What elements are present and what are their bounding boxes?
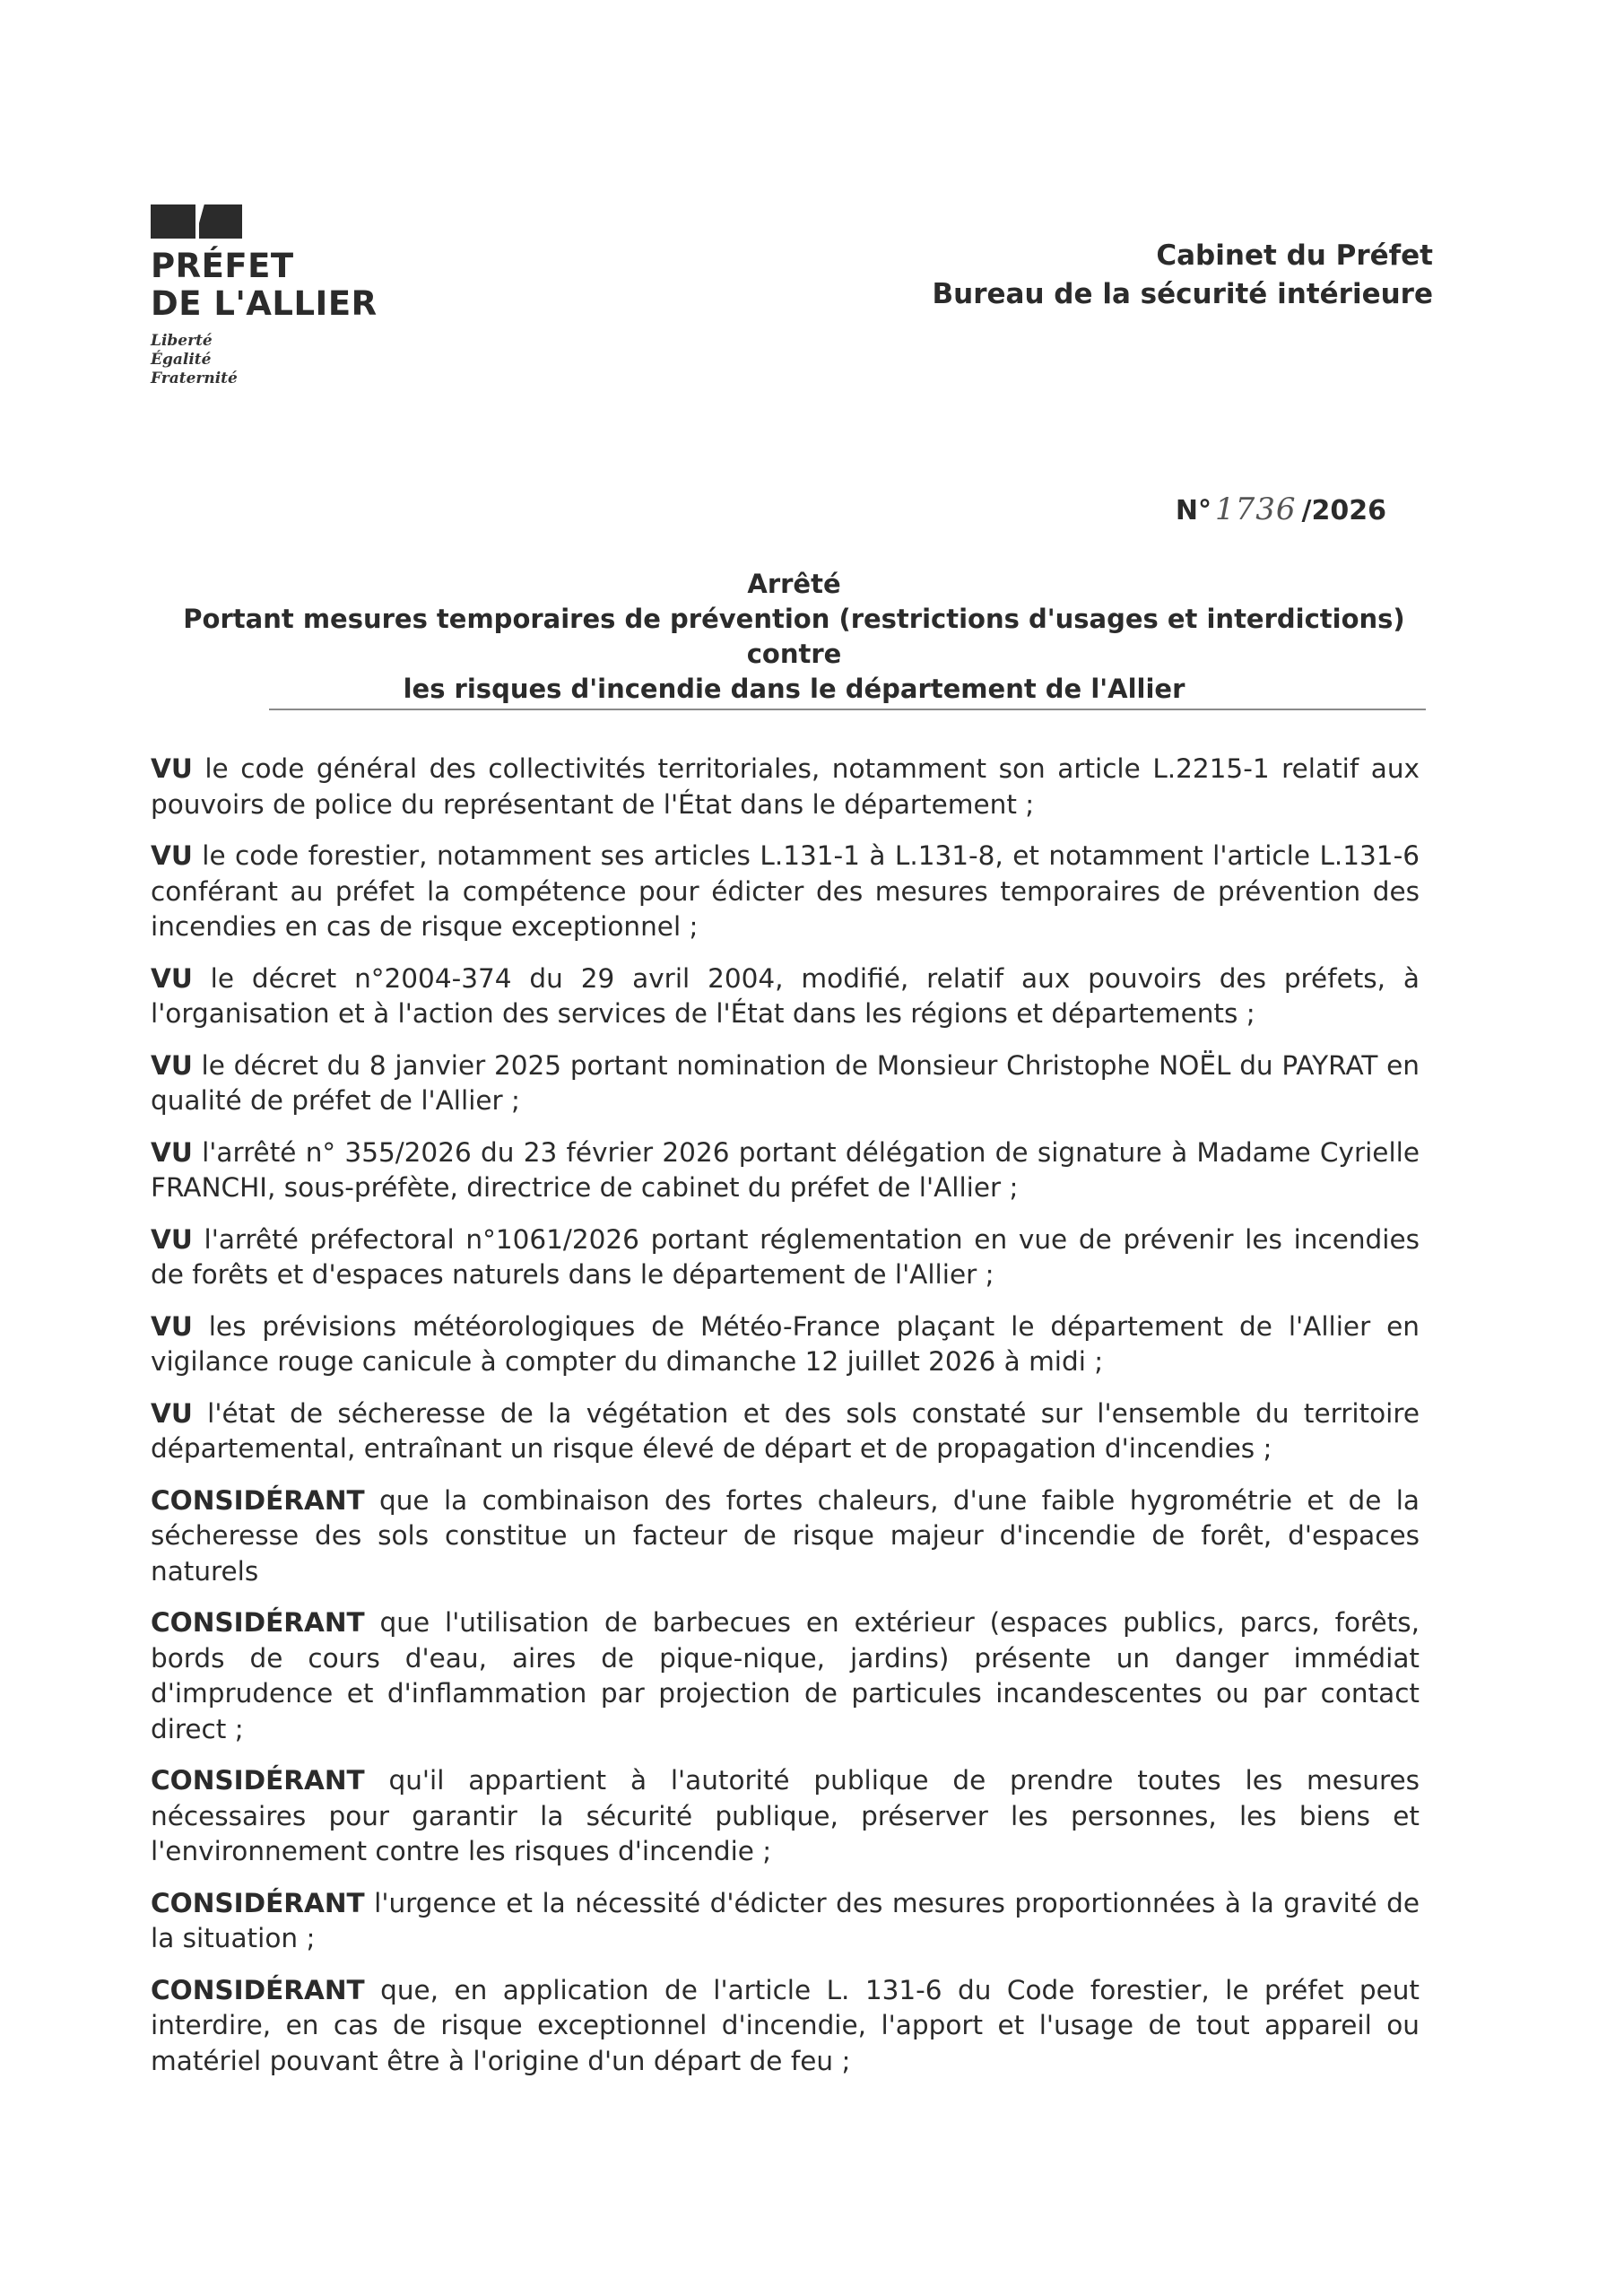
issuing-service bbox=[933, 237, 1433, 314]
prefecture-logo bbox=[151, 204, 378, 388]
paragraph-vu-code-forestier: VU le code forestier, notamment ses articles L.131-1 à L.131-8, et notamment l'article L.131-6 conférant au préfet la compétence pour édicter des mesures temporaires de prévention des incendies en cas de risque exceptionnel ; bbox=[151, 840, 1420, 942]
paragraph-considerant-l131-6: CONSIDÉRANT que, en application de l'article L. 131-6 du Code forestier, le préfet peut interdire, en cas de risque exceptionnel d'incendie, l'apport et l'usage de tout appareil ou matériel pouvant être à l'origine d'un départ de feu ; bbox=[151, 1974, 1420, 2076]
arrete-number bbox=[1176, 491, 1386, 527]
paragraph-vu-delegation: VU l'arrêté n° 355/2026 du 23 février 2026 portant délégation de signature à Madame Cyrielle FRANCHI, sous-préfète, directrice de cabinet du préfet de l'Allier ; bbox=[151, 1136, 1420, 1203]
number-handwritten: 1736 bbox=[1215, 491, 1297, 527]
devise-liberte: Liberté bbox=[151, 332, 213, 350]
paragraph-considerant-chaleurs: CONSIDÉRANT que la combinaison des fortes chaleurs, d'une faible hygrométrie et de la sécheresse des sols constitue un facteur de risque majeur d'incendie de forêt, d'espaces naturels bbox=[151, 1484, 1420, 1587]
devise-egalite: Égalité bbox=[151, 351, 212, 369]
paragraph-vu-decret-nomination: VU le décret du 8 janvier 2025 portant nomination de Monsieur Christophe NOËL du PAYRAT en qualité de préfet de l'Allier ; bbox=[151, 1049, 1420, 1116]
paragraph-considerant-autorite: CONSIDÉRANT qu'il appartient à l'autorité publique de prendre toutes les mesures nécessaires pour garantir la sécurité publique, préserver les personnes, les biens et l'environnement contre les risques d'incendie ; bbox=[151, 1765, 1420, 1866]
paragraph-vu-secheresse: VU l'état de sécheresse de la végétation et des sols constaté sur l'ensemble du territoire départemental, entraînant un risque élevé de départ et de propagation d'incendies ; bbox=[151, 1397, 1420, 1464]
number-year: /2026 bbox=[1301, 495, 1386, 526]
title-kind: Arrêté bbox=[747, 569, 841, 599]
paragraph-considerant-urgence: CONSIDÉRANT l'urgence et la nécessité d'édicter des mesures proportionnées à la gravité de la situation ; bbox=[151, 1887, 1420, 1953]
title-divider bbox=[269, 709, 1426, 710]
service-cabinet: Cabinet du Préfet bbox=[1156, 239, 1433, 272]
paragraph-vu-decret-2004: VU le décret n°2004-374 du 29 avril 2004, modifié, relatif aux pouvoirs des préfets, à l'organisation et à l'action des services de l'État dans les régions et départements ; bbox=[151, 962, 1420, 1029]
paragraph-vu-meteo-france: VU les prévisions météorologiques de Météo-France plaçant le département de l'Allier en vigilance rouge canicule à compter du dimanche 12 juillet 2026 à midi ; bbox=[151, 1310, 1420, 1377]
prefet-line-1: PRÉFET bbox=[151, 247, 294, 285]
marianne-logo-icon bbox=[151, 204, 378, 239]
title-line-1: Portant mesures temporaires de prévention (restrictions d'usages et interdictions) contre bbox=[183, 604, 1405, 669]
paragraph-vu-arrete-1061: VU l'arrêté préfectoral n°1061/2026 portant réglementation en vue de prévenir les incendies de forêts et d'espaces naturels dans le département de l'Allier ; bbox=[151, 1223, 1420, 1290]
paragraph-considerant-barbecues: CONSIDÉRANT que l'utilisation de barbecues en extérieur (espaces publics, parcs, forêts, bords de cours d'eau, aires de pique-nique, jardins) présente un danger immédiat d'imprudence et d'inflammation par projection de particules incandescentes ou par contact direct ; bbox=[151, 1607, 1420, 1744]
service-bureau: Bureau de la sécurité intérieure bbox=[932, 278, 1433, 310]
document-body bbox=[151, 752, 1420, 2095]
title-line-2: les risques d'incendie dans le département de l'Allier bbox=[403, 674, 1185, 704]
devise-fraternite: Fraternité bbox=[151, 370, 238, 387]
document-title bbox=[143, 567, 1445, 707]
prefet-line-2: DE L'ALLIER bbox=[151, 284, 378, 323]
number-prefix: N° bbox=[1175, 495, 1212, 526]
paragraph-vu-cgct: VU le code général des collectivités territoriales, notamment son article L.2215-1 relatif aux pouvoirs de police du représentant de l'État dans le département ; bbox=[151, 753, 1420, 820]
devise bbox=[151, 332, 378, 388]
